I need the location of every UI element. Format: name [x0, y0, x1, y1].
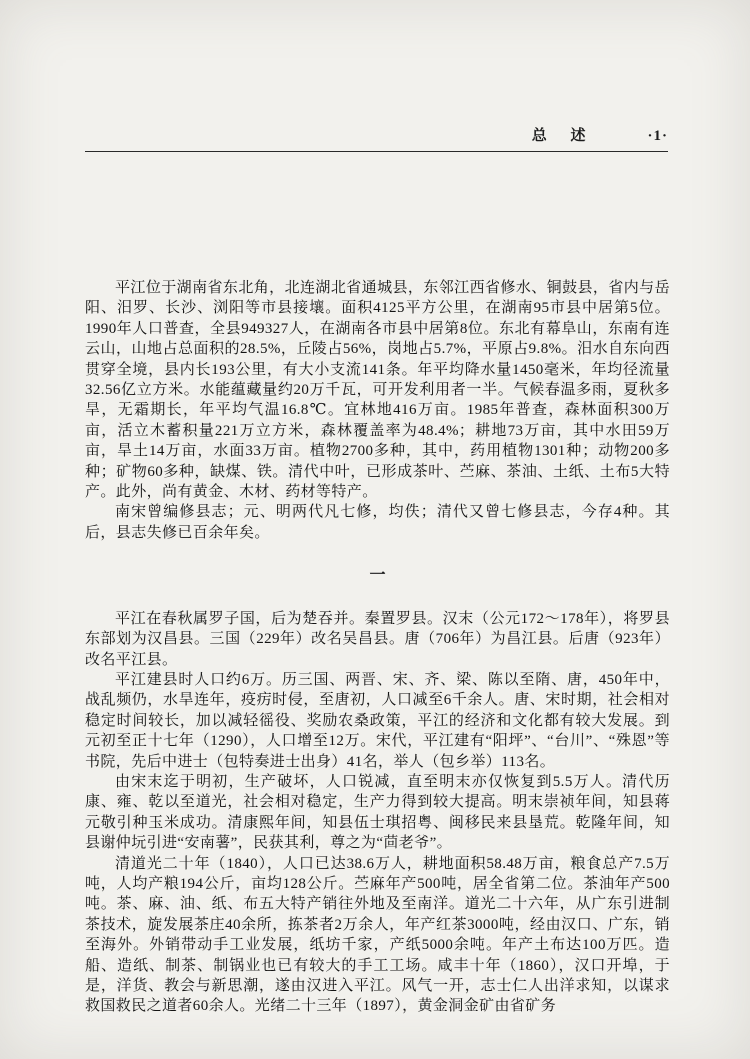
paragraph-overview-1: 平江位于湖南省东北角，北连湖北省通城县，东邻江西省修水、铜鼓县，省内与岳阳、汨罗、长沙、浏阳等市县接壤。面积4125平方公里，在湖南95市县中居第5位。1990年人口普查，全县949327人，在湖南各市县中居第8位。东北有幕阜山，东南有连云山，山地占总面积的28.5%，丘陵占56%，岗地占5.7%，平原占9.8%。汨水自东向西贯穿全境，县内长193公里，有大小支流141条。年平均降水量1450毫米，年均径流量32.56亿立方米。水能蕴藏量约20万千瓦，可开发利用者一半。气候春温多雨，夏秋多旱，无霜期长，年平均气温16.8℃。宜林地416万亩。1985年普查，森林面积300万亩，活立木蓄积量221万立方米，森林覆盖率为48.4%；耕地73万亩，其中水田59万亩，旱土14万亩，水面33万亩。植物2700多种，其中，药用植物1301种；动物200多种；矿物60多种，缺煤、铁。清代中叶，已形成茶叶、苎麻、茶油、土纸、土布5大特产。此外，尚有黄金、木材、药材等特产。: [85, 280, 670, 501]
page-body: [85, 278, 670, 1017]
paragraph-history-2: 平江建县时人口约6万。历三国、两晋、宋、齐、梁、陈以至隋、唐，450年中，战乱频仍，水旱连年，疫疠时侵，至唐初，人口减至6千余人。唐、宋时期，社会相对稳定时间较长，加以减轻徭役、奖励农桑政策，平江的经济和文化都有较大发展。到元初至正十七年（1290），人口增至12万。宋代，平江建有“阳坪”、“台川”、“殊恩”等书院，先后中进士（包特奏进士出身）41名，举人（包乡举）113名。: [85, 671, 670, 770]
header-rule: [85, 151, 668, 152]
paragraph-history-1: 平江在春秋属罗子国，后为楚吞并。秦置罗县。汉末（公元172～178年），将罗县东部划为汉昌县。三国（229年）改名吴昌县。唐（706年）为昌江县。后唐（923年）改名平江县。: [85, 610, 670, 668]
paragraph-history-3: 由宋末迄于明初，生产破坏，人口锐减，直至明末亦仅恢复到5.5万人。清代历康、雍、乾以至道光，社会相对稳定，生产力得到较大提高。明末崇祯年间，知县蒋元敬引种玉米成功。清康熙年间，知县伍士琪招粤、闽移民来县垦荒。乾隆年间，知县谢仲坃引进“安南薯”，民获其利，尊之为“茴老爷”。: [85, 773, 670, 852]
paragraph-overview-2: 南宋曾编修县志；元、明两代凡七修，均佚；清代又曾七修县志，今存4种。其后，县志失修已百余年矣。: [85, 504, 670, 541]
page-number: ·1·: [647, 128, 668, 144]
running-head: [85, 124, 668, 145]
paragraph-history-4: 清道光二十年（1840），人口已达38.6万人，耕地面积58.48万亩，粮食总产7.5万吨，人均产粮194公斤，亩均128公斤。苎麻年产500吨，居全省第二位。茶油年产500吨。茶、麻、油、纸、布五大特产销往外地及至南洋。道光二十六年，从广东引进制茶技术，旋发展茶庄40余所，拣茶者2万余人，年产红茶3000吨，经由汉口、广东，销至海外。外销带动手工业发展，纸坊千家，产纸5000余吨。年产土布达100万匹。造船、造纸、制茶、制锅业也已有较大的手工工场。咸丰十年（1860），汉口开埠，于是，洋货、教会与新思潮，遂由汉进入平江。风气一开，志士仁人出洋求知，以谋求救国救民之道者60余人。光绪二十三年（1897），黄金洞金矿由省矿务: [85, 855, 670, 1015]
chapter-title: 总 述: [531, 128, 596, 144]
section-divider: 一: [369, 567, 386, 585]
